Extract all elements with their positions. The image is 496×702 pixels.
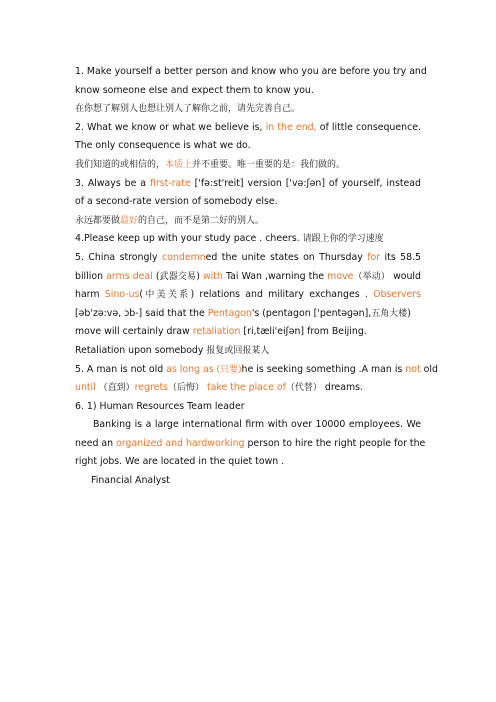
highlight-phrase: Sino-us (104, 289, 140, 301)
item5a-line2: billion arms deal (武器交易) with Tai Wan ,warning the move（举动） would (75, 270, 421, 282)
highlight-phrase: Observers (373, 289, 421, 301)
highlight-phrase: 本质上 (165, 159, 193, 170)
highlight-phrase: not (405, 363, 421, 375)
document-body (75, 63, 438, 491)
highlight-phrase: move (327, 270, 354, 282)
item3-line2: of a second-rate version of somebody else. (75, 196, 278, 208)
item5b-line1: 5. A man is not old as long as (只要)he is seeking something .A man is not old (75, 363, 438, 375)
item5a-line4: [əb'zə:və, ɔb-] said that the Pentagon's (pentagon ['pentəɡən],五角大楼) (75, 307, 411, 319)
highlight-phrase: organized and hardworking (116, 437, 245, 449)
item4-line: 4.Please keep up with your study pace . cheers. 请跟上你的学习速度 (75, 233, 384, 245)
highlight-phrase: 最好 (120, 215, 139, 226)
highlight-phrase: for (367, 251, 381, 263)
highlight-phrase: in the end, (265, 121, 317, 133)
highlight-phrase: take the place of (204, 382, 286, 394)
item3-translation: 永远都要做最好的自己，而不是第二好的别人。 (75, 215, 265, 226)
highlight-phrase: arms deal (106, 270, 153, 282)
item5b-line2: until （直到）regrets（后悔） take the place of（代替） dreams. (75, 382, 363, 394)
highlight-phrase: with (202, 270, 223, 282)
item2-line1: 2. What we know or what we believe is, in the end, of little consequence. (75, 121, 421, 133)
item2-translation: 我们知道的或相信的，本质上并不重要。唯一重要的是：我们做的。 (75, 159, 346, 170)
item1-translation: 在你想了解别人也想让别人了解你之前，请先完善自己。 (75, 104, 301, 115)
item5a-line1: 5. China strongly condemned the unite states on Thursday for its 58.5 (75, 251, 422, 263)
item1-line1: 1. Make yourself a better person and know who you are before you try and (75, 66, 427, 77)
item5a-line5: move will certainly draw retaliation [ri,tæli'eiʃən] from Beijing. (75, 326, 367, 338)
highlight-phrase: regrets (134, 382, 168, 394)
item6-paragraph-line3: right jobs. We are located in the quiet town . (75, 456, 285, 468)
item6-heading: 6. 1) Human Resources Team leader (75, 400, 245, 412)
item6-subheading: Financial Analyst (91, 475, 170, 487)
item6-paragraph-line2: need an organized and hardworking person to hire the right people for the (75, 437, 426, 449)
highlight-phrase: first-rate (149, 177, 191, 189)
highlight-phrase: as long as (166, 363, 214, 375)
highlight-phrase: until (75, 382, 96, 394)
item3-line1: 3. Always be a first-rate ['fə:st'reit] version ['və:ʃən] of yourself, instead (75, 177, 421, 189)
item2-line2: The only consequence is what we do. (75, 140, 251, 152)
highlight-phrase: condemn (162, 251, 206, 263)
item5a-line3: harm Sino-us(中美关系) relations and military exchanges . Observers (75, 289, 421, 301)
highlight-phrase: Pentagon (207, 307, 252, 319)
item1-line2: know someone else and expect them to know you. (75, 84, 314, 96)
item5a-line6: Retaliation upon somebody 报复或回报某人 (75, 344, 270, 356)
item6-paragraph-line1: Banking is a large international firm with over 10000 employees. We (93, 419, 421, 431)
highlight-phrase: retaliation (192, 326, 241, 338)
